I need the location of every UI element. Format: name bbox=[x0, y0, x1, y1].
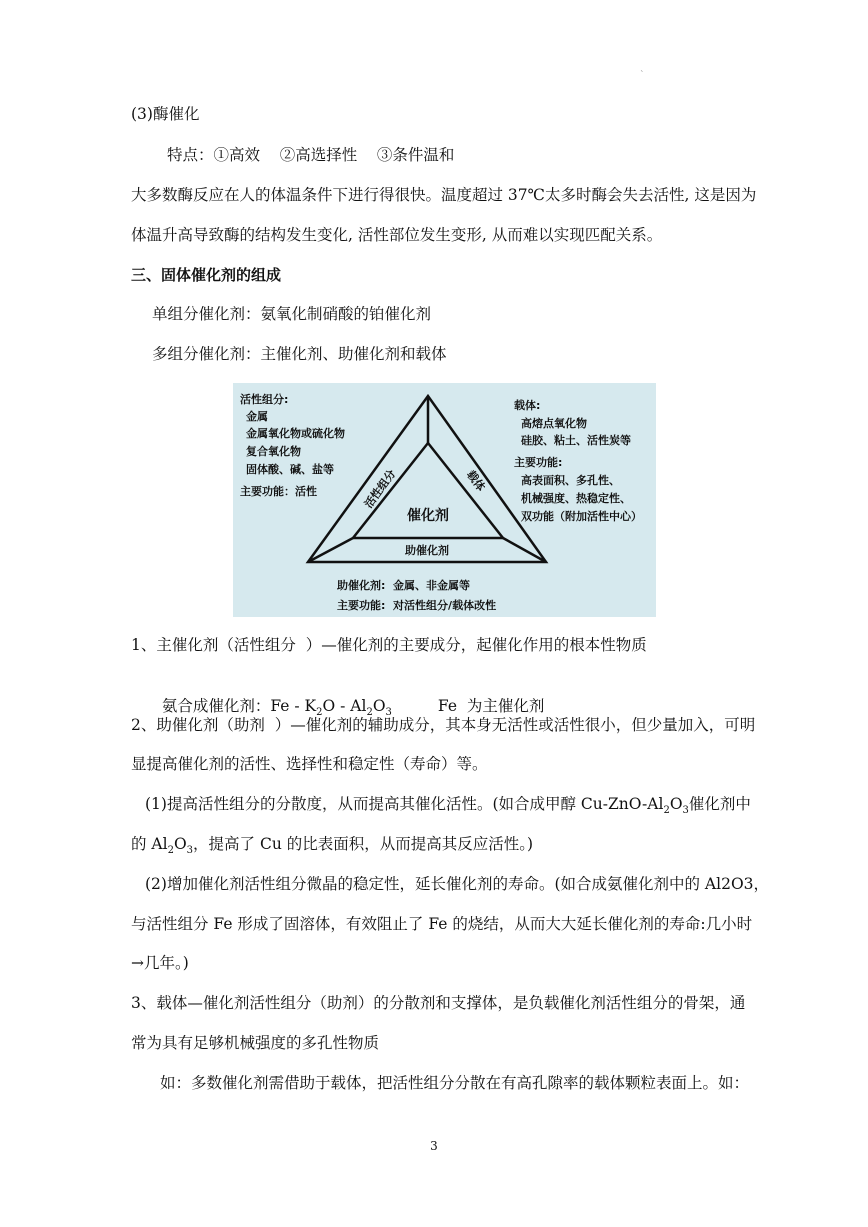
ammonia-formula-prefix: 氨合成催化剂：Fe - K bbox=[161, 697, 317, 715]
point-2-line-3: →几年。) bbox=[131, 954, 189, 972]
enzyme-traits: 特点：①高效 ②高选择性 ③条件温和 bbox=[167, 146, 455, 164]
bottom-line-1: 助催化剂: 金属、非金属等 bbox=[337, 579, 471, 592]
left-side-label: 活性组分 bbox=[361, 467, 399, 511]
right-item-0: 高熔点氧化物 bbox=[521, 417, 587, 430]
enzyme-paragraph-line-2: 体温升高导致酶的结构发生变化, 活性部位发生变形, 从而难以实现匹配关系。 bbox=[131, 226, 663, 244]
point-1-sub-3: 3 bbox=[682, 805, 689, 817]
left-title: 活性组分: bbox=[240, 393, 289, 406]
point-1-sub-3b: 3 bbox=[186, 845, 194, 857]
enzyme-heading: (3)酶催化 bbox=[131, 105, 200, 123]
left-function: 主要功能：活性 bbox=[240, 485, 317, 498]
left-item-0: 金属 bbox=[246, 410, 268, 423]
item-2-line-1: 2、助催化剂（助剂 ）—催化剂的辅助成分，其本身无活性或活性很小，但少量加入，可明 bbox=[131, 716, 756, 734]
point-1-line-2 bbox=[131, 834, 534, 857]
point-1-sub-2b: 2 bbox=[167, 845, 174, 857]
right-function-title: 主要功能: bbox=[514, 456, 563, 469]
multi-component-line: 多组分催化剂：主催化剂、助催化剂和载体 bbox=[152, 345, 447, 363]
ammonia-catalyst-line bbox=[152, 676, 545, 719]
point-1-line-1 bbox=[145, 794, 751, 817]
right-function-item-2: 双功能（附加活性中心） bbox=[521, 510, 642, 523]
bottom-side-label: 助催化剂 bbox=[405, 544, 449, 557]
left-item-3: 固体酸、碱、盐等 bbox=[246, 463, 334, 476]
item-3-line-1: 3、载体—催化剂活性组分（助剂）的分散剂和支撑体，是负载催化剂活性组分的骨架，通 bbox=[131, 994, 746, 1012]
catalyst-composition-diagram bbox=[233, 383, 656, 617]
enzyme-paragraph-line-1: 大多数酶反应在人的体温条件下进行得很快。温度超过 37℃太多时酶会失去活性, 这是因为 bbox=[131, 186, 757, 204]
ammonia-sub-3: 3 bbox=[385, 707, 392, 719]
section-3-heading: 三、固体催化剂的组成 bbox=[131, 266, 282, 284]
right-function-item-1: 机械强度、热稳定性、 bbox=[521, 492, 631, 505]
bottom-line-2: 主要功能: 对活性组分/载体改性 bbox=[337, 599, 497, 612]
right-function-item-0: 高表面积、多孔性、 bbox=[521, 474, 620, 487]
left-item-1: 金属氧化物或硫化物 bbox=[246, 427, 345, 440]
ammonia-sub-2b: 2 bbox=[366, 707, 373, 719]
point-1-text-a: (1)提高活性组分的分散度，从而提高其催化活性。(如合成甲醇 Cu-ZnO-Al bbox=[145, 795, 664, 813]
left-connector bbox=[308, 538, 353, 562]
point-1-sub-2: 2 bbox=[663, 805, 670, 817]
single-component-line: 单组分催化剂：氨氧化制硝酸的铂催化剂 bbox=[152, 305, 432, 323]
page-number: 3 bbox=[430, 1139, 438, 1153]
point-1-text-e: O bbox=[173, 835, 187, 853]
point-2-line-1: (2)增加催化剂活性组分微晶的稳定性，延长催化剂的寿命。(如合成氨催化剂中的 Al2O3， bbox=[145, 875, 770, 893]
ammonia-formula-mid: O - Al bbox=[322, 697, 367, 715]
item-1-main-catalyst: 1、主催化剂（活性组分 ）—催化剂的主要成分，起催化作用的根本性物质 bbox=[131, 636, 647, 654]
point-1-text-f: ，提高了 Cu 的比表面积，从而提高其反应活性。) bbox=[193, 835, 534, 853]
item-2-line-2: 显提高催化剂的活性、选择性和稳定性（寿命）等。 bbox=[131, 755, 488, 773]
item-3-line-2: 常为具有足够机械强度的多孔性物质 bbox=[131, 1034, 380, 1052]
right-title: 载体: bbox=[514, 399, 541, 412]
point-1-text-b: O bbox=[669, 795, 683, 813]
point-1-text-c: 催化剂中 bbox=[688, 795, 751, 813]
ammonia-sub-2: 2 bbox=[316, 707, 323, 719]
point-1-text-d: 的 Al bbox=[131, 835, 168, 853]
ammonia-formula-o: O bbox=[372, 697, 386, 715]
example-line: 如：多数催化剂需借助于载体，把活性组分分散在有高孔隙率的载体颗粒表面上。如： bbox=[160, 1074, 750, 1092]
header-mark: ` bbox=[640, 71, 645, 81]
point-2-line-2: 与活性组分 Fe 形成了固溶体，有效阻止了 Fe 的烧结，从而大大延长催化剂的寿命:几小时 bbox=[131, 915, 753, 933]
left-item-2: 复合氧化物 bbox=[246, 445, 301, 458]
right-side-label: 载体 bbox=[464, 468, 488, 494]
right-item-1: 硅胶、粘土、活性炭等 bbox=[521, 434, 631, 447]
right-connector bbox=[503, 538, 546, 562]
center-label: 催化剂 bbox=[407, 508, 449, 524]
ammonia-formula-suffix: Fe 为主催化剂 bbox=[437, 697, 545, 715]
